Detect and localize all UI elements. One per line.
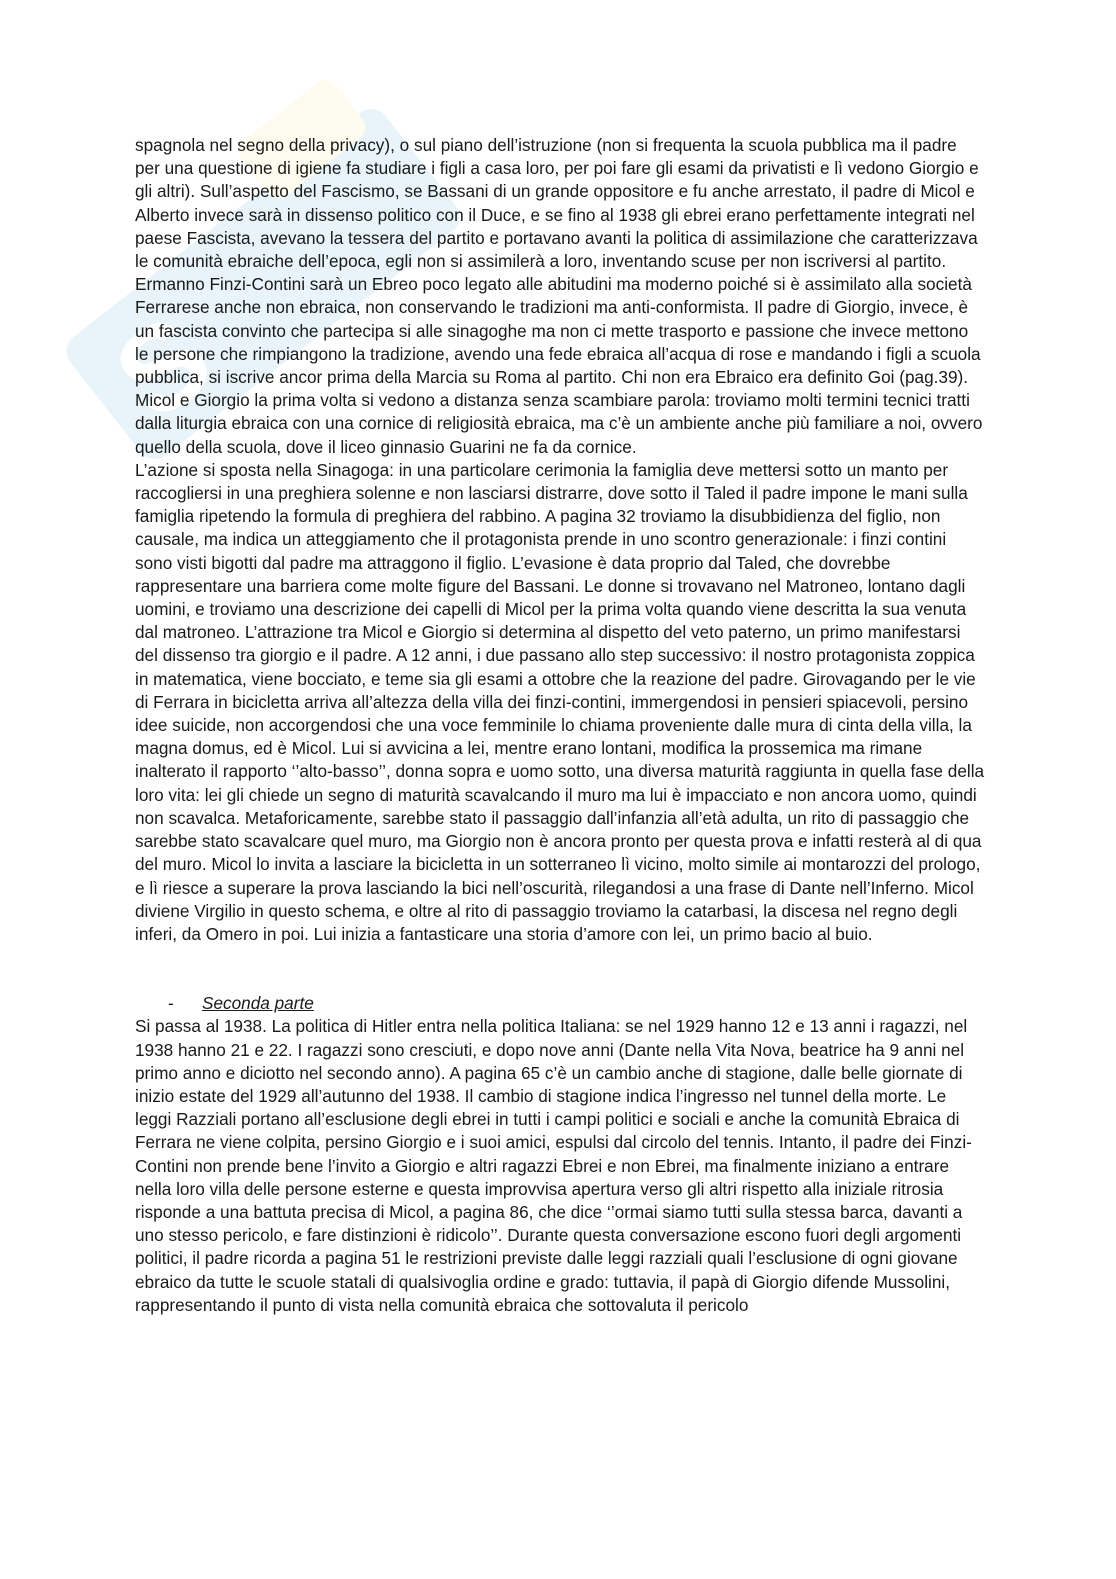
- paragraph: spagnola nel segno della privacy), o sul piano dell’istruzione (non si frequenta la scuola pubblica ma il padre per una questione di igiene fa studiare i figli a casa loro, per poi fare gli esami da privatisti e lì vedono Giorgio e gli altri). Sull’aspetto del Fascismo, se Bassani di un grande oppositore e fu anche arrestato, il padre di Micol e Alberto invece sarà in dissenso politico con il Duce, e se fino al 1938 gli ebrei erano perfettamente integrati nel paese Fascista, avevano la tessera del partito e portavano avanti la politica di assimilazione che caratterizzava le comunità ebraiche dell’epoca, egli non si assimilerà a loro, inventando scuse per non iscriversi al partito. Ermanno Finzi-Contini sarà un Ebreo poco legato alle abitudini ma moderno poiché si è assimilato alla società Ferrarese anche non ebraica, non conservando le tradizioni ma anti-conformista. Il padre di Giorgio, invece, è un fascista convinto che partecipa si alle sinagoghe ma non ci mette trasporto e passione che invece mettono le persone che rimpiangono la tradizione, avendo una fede ebraica all’acqua di rose e mandando i figli a scuola pubblica, si iscrive ancor prima della Marcia su Roma al partito. Chi non era Ebraico era definito Goi (pag.39).: [135, 135, 981, 388]
- document-body: [135, 134, 985, 1317]
- paragraph: Si passa al 1938. La politica di Hitler entra nella politica Italiana: se nel 1929 hanno 12 e 13 anni i ragazzi, nel 1938 hanno 21 e 22. I ragazzi sono cresciuti, e dopo nove anni (Dante nella Vita Nova, beatrice ha 9 anni nel primo anno e diciotto nel secondo anno). A pagina 65 c’è un cambio anche di stagione, dalle belle giornate di inizio estate del 1929 all’autunno del 1938. Il cambio di stagione indica l’ingresso nel tunnel della morte. Le leggi Razziali portano all’esclusione degli ebrei in tutti i campi politici e sociali e anche la comunità Ebraica di Ferrara ne viene colpita, persino Giorgio e i suoi amici, espulsi dal circolo del tennis. Intanto, il padre dei Finzi-Contini non prende bene l’invito a Giorgio e altri ragazzi Ebrei e non Ebrei, ma finalmente iniziano a entrare nella loro villa delle persone esterne e questa improvvisa apertura verso gli altri rispetto alla iniziale ritrosia risponde a una battuta precisa di Micol, a pagina 86, che dice ‘’ormai siamo tutti sulla stessa barca, davanti a uno stesso pericolo, e fare distinzioni è ridicolo’’. Durante questa conversazione escono fuori degli argomenti politici, il padre ricorda a pagina 51 le restrizioni previste dalle leggi razziali quali l’esclusione di ogni giovane ebraico da tutte le scuole statali di qualsivoglia ordine e grado: tuttavia, il papà di Giorgio difende Mussolini, rappresentando il punto di vista nella comunità ebraica che sottovaluta il pericolo: [135, 1016, 972, 1315]
- list-dash: -: [168, 993, 174, 1014]
- section-title: Seconda parte: [202, 993, 314, 1014]
- section-heading: [135, 992, 985, 1015]
- section-spacer: [135, 946, 985, 992]
- paragraph: L’azione si sposta nella Sinagoga: in una particolare cerimonia la famiglia deve mettersi sotto un manto per raccogliersi in una preghiera solenne e non lasciarsi distrarre, dove sotto il Taled il padre impone le mani sulla famiglia ripetendo la formula di preghiera del rabbino. A pagina 32 troviamo la disubbidienza del figlio, non causale, ma indica un atteggiamento che il protagonista prende in uno scontro generazionale: i finzi contini sono visti bigotti dal padre ma attraggono il figlio. L’evasione è data proprio dal Taled, che dovrebbe rappresentare una barriera come molte figure del Bassani. Le donne si trovavano nel Matroneo, lontano dagli uomini, e troviamo una descrizione dei capelli di Micol per la prima volta quando viene descritta la sua venuta dal matroneo. L’attrazione tra Micol e Giorgio si determina al dispetto del veto paterno, un primo manifestarsi del dissenso tra giorgio e il padre. A 12 anni, i due passano allo step successivo: il nostro protagonista zoppica in matematica, viene bocciato, e teme sia gli esami a ottobre che la reazione del padre. Girovagando per le vie di Ferrara in bicicletta arriva all’altezza della villa dei finzi-contini, immergendosi in pensieri spiacevoli, persino idee suicide, non accorgendosi che una voce femminile lo chiama proveniente dalle mura di cinta della villa, la magna domus, ed è Micol. Lui si avvicina a lei, mentre erano lontani, modifica la prossemica ma rimane inalterato il rapporto ‘’alto-basso’’, donna sopra e uomo sotto, una diversa maturità raggiunta in quella fase della loro vita: lei gli chiede un segno di maturità scavalcando il muro ma lui è impacciato e non ancora uomo, quindi non scavalca. Metaforicamente, sarebbe stato il passaggio dall’infanzia all’età adulta, un rito di passaggio che sarebbe stato scavalcare quel muro, ma Giorgio non è ancora pronto per questa prova e infatti resterà al di qua del muro. Micol lo invita a lasciare la bicicletta in un sotterraneo lì vicino, molto simile ai montarozzi del prologo, e lì riesce a superare la prova lasciando la bici nell’oscurità, rilegandosi a una frase di Dante nell’Inferno. Micol diviene Virgilio in questo schema, e oltre al rito di passaggio troviamo la catarbasi, la discesa nel regno degli inferi, da Omero in poi. Lui inizia a fantasticare una storia d’amore con lei, un primo bacio al buio.: [135, 459, 985, 944]
- svg-text:S: S: [90, 289, 236, 445]
- paragraph: Micol e Giorgio la prima volta si vedono a distanza senza scambiare parola: troviamo molti termini tecnici tratti dalla liturgia ebraica con una cornice di religiosità ebraica, ma c’è un ambiente anche più familiare a noi, ovvero quello della scuola, dove il liceo ginnasio Guarini ne fa da cornice.: [135, 390, 983, 457]
